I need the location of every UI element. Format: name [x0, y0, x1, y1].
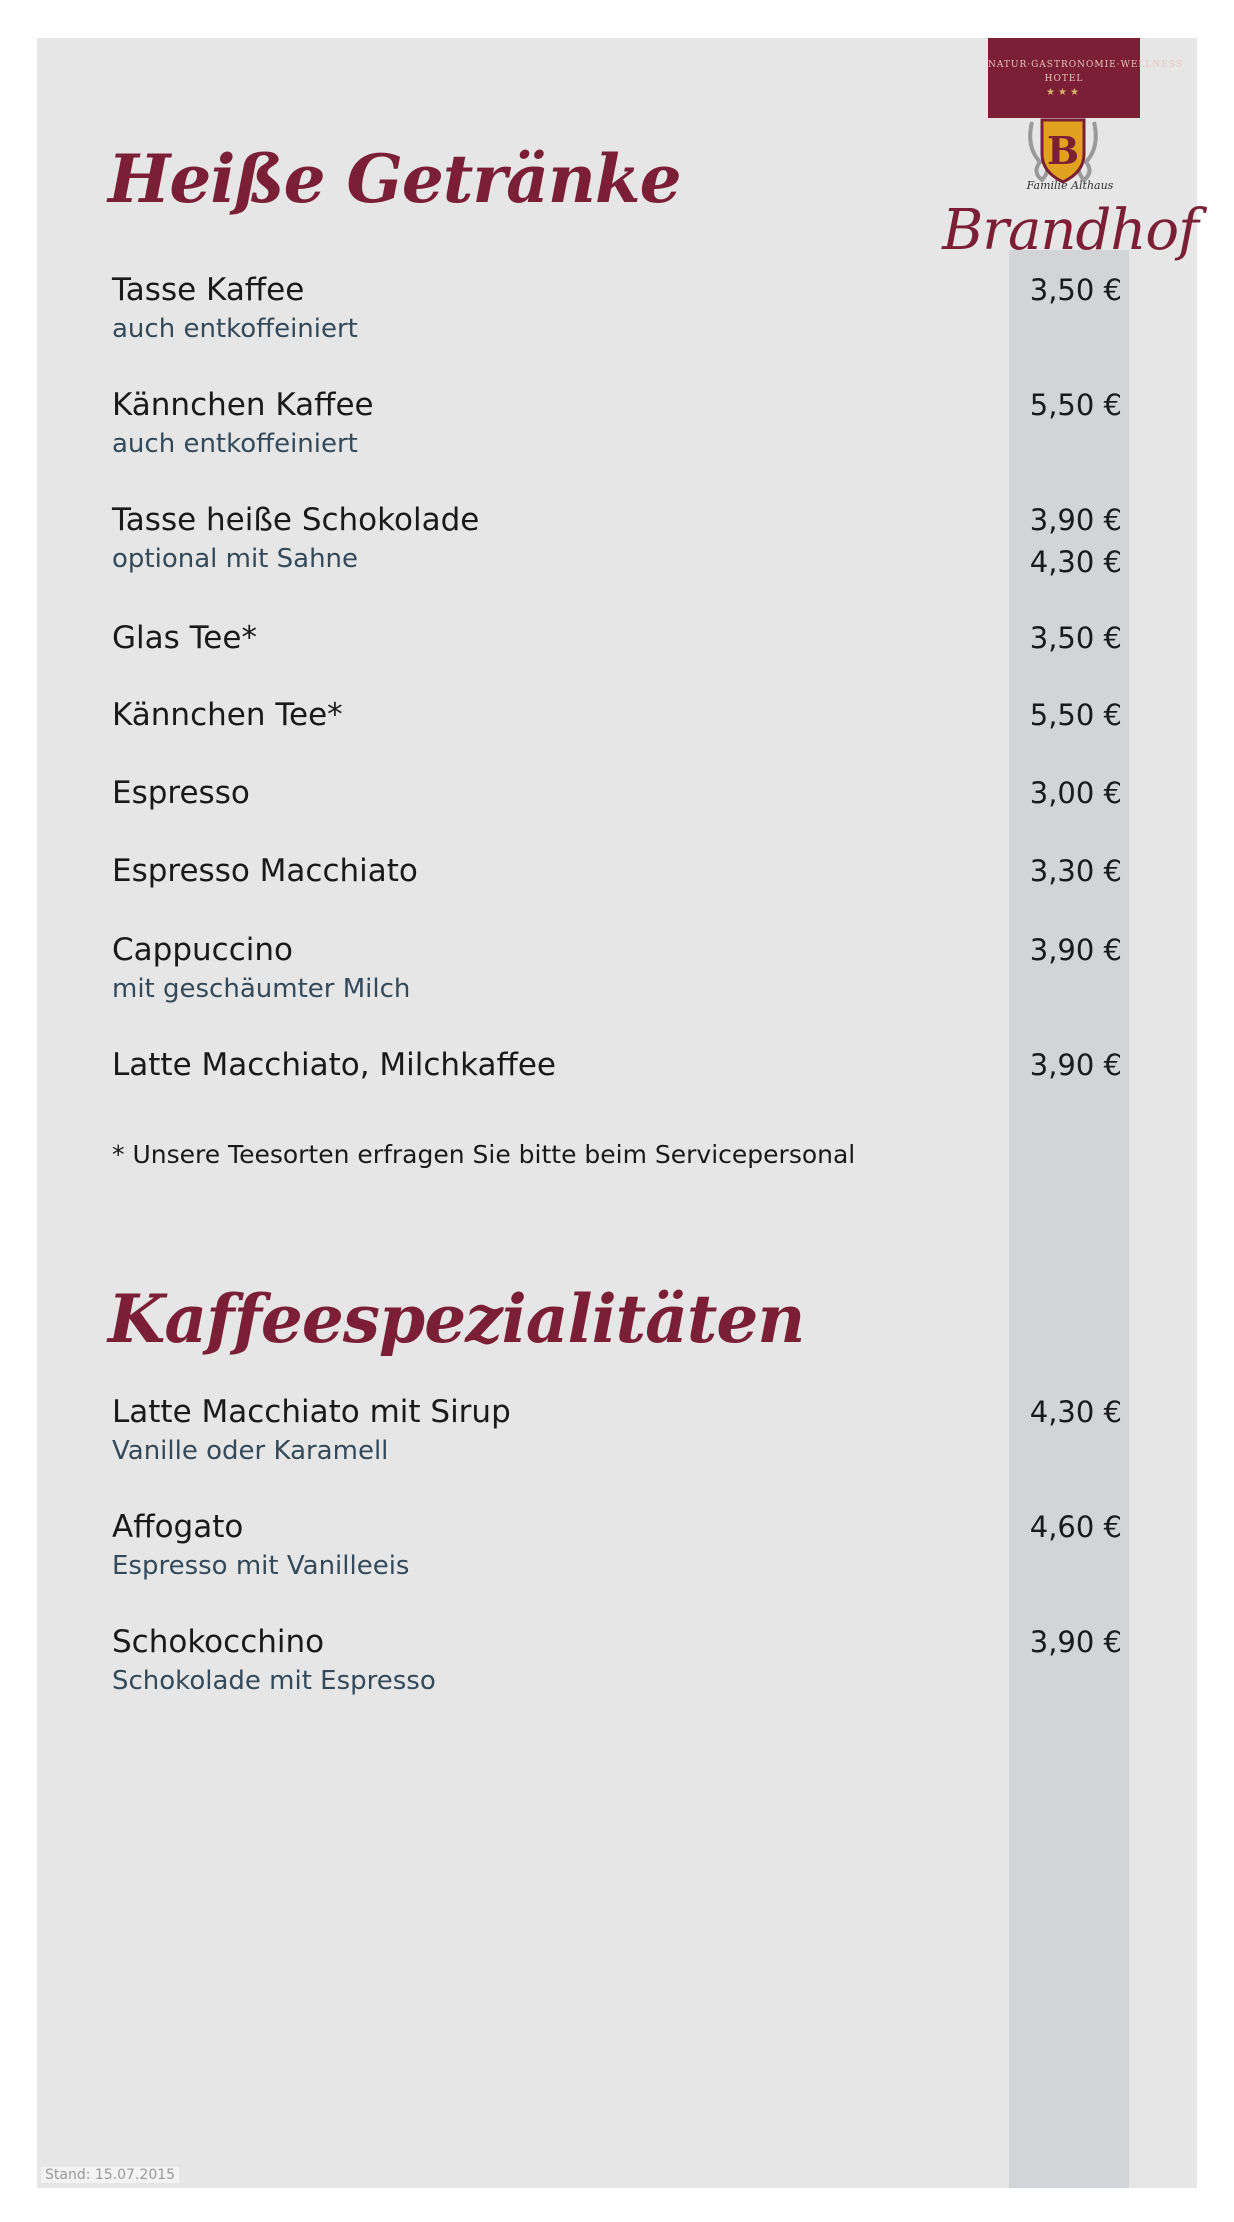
item-desc: auch entkoffeiniert — [112, 314, 358, 344]
stand-date: Stand: 15.07.2015 — [41, 2167, 179, 2183]
menu-item — [112, 1047, 1122, 1083]
menu-item — [112, 272, 1122, 346]
logo-banner-tagline: NATUR·GASTRONOMIE·WELLNESS — [988, 60, 1183, 70]
item-name: Latte Macchiato, Milchkaffee — [112, 1047, 556, 1083]
item-desc: mit geschäumter Milch — [112, 974, 411, 1004]
crest-letter: B — [1046, 128, 1080, 173]
item-price: 3,00 € — [1029, 776, 1122, 810]
menu-item — [112, 387, 1122, 461]
menu-item — [112, 620, 1122, 656]
item-name: Cappuccino — [112, 932, 293, 968]
logo-brand-name: Brandhof — [942, 198, 1198, 263]
item-price: 3,90 € — [1029, 933, 1122, 967]
item-desc: optional mit Sahne — [112, 544, 359, 574]
crest-icon — [1028, 92, 1098, 192]
item-name: Affogato — [112, 1509, 244, 1545]
item-price: 3,90 € — [1029, 1625, 1122, 1659]
menu-item — [112, 697, 1122, 733]
logo-stars: ★★★ — [1046, 87, 1082, 98]
item-price: 4,60 € — [1029, 1510, 1122, 1544]
item-price: 3,90 € — [1029, 1048, 1122, 1082]
tea-footnote: * Unsere Teesorten erfragen Sie bitte beim Servicepersonal — [112, 1140, 856, 1169]
item-name: Kännchen Kaffee — [112, 387, 374, 423]
item-name: Kännchen Tee* — [112, 697, 343, 733]
item-name: Latte Macchiato mit Sirup — [112, 1394, 511, 1430]
logo-banner-hotel: HOTEL — [1044, 74, 1084, 84]
menu-item — [112, 775, 1122, 811]
menu-item — [112, 1509, 1122, 1583]
item-desc: Espresso mit Vanilleeis — [112, 1551, 410, 1581]
item-name: Espresso — [112, 775, 250, 811]
item-price-option: 4,30 € — [1029, 545, 1122, 579]
item-name: Glas Tee* — [112, 620, 257, 656]
menu-item — [112, 932, 1122, 1006]
item-name: Tasse heiße Schokolade — [112, 502, 480, 538]
item-price: 3,50 € — [1029, 621, 1122, 655]
menu-item — [112, 853, 1122, 889]
item-price: 5,50 € — [1029, 698, 1122, 732]
item-price: 3,90 € — [1029, 503, 1122, 537]
menu-item — [112, 1624, 1122, 1698]
item-name: Schokocchino — [112, 1624, 325, 1660]
menu-item — [112, 1394, 1122, 1468]
logo-familie: Familie Althaus — [1026, 179, 1114, 192]
item-name: Tasse Kaffee — [112, 272, 305, 308]
section-title-coffee-specials: Kaffeespezialitäten — [108, 1280, 805, 1358]
item-desc: Schokolade mit Espresso — [112, 1666, 436, 1696]
item-price: 5,50 € — [1029, 388, 1122, 422]
item-price: 3,30 € — [1029, 854, 1122, 888]
item-price: 3,50 € — [1029, 273, 1122, 307]
item-desc: auch entkoffeiniert — [112, 429, 358, 459]
menu-item — [112, 502, 1122, 579]
hotel-logo — [940, 38, 1200, 263]
section-title-hot-drinks: Heiße Getränke — [108, 140, 681, 218]
item-desc: Vanille oder Karamell — [112, 1436, 389, 1466]
item-price: 4,30 € — [1029, 1395, 1122, 1429]
item-name: Espresso Macchiato — [112, 853, 418, 889]
